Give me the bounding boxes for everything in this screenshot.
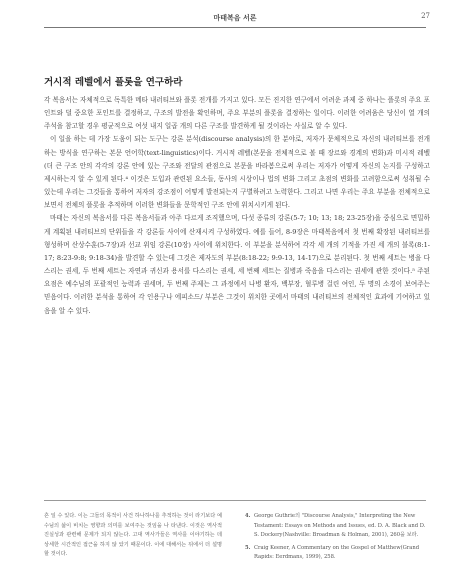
running-head-title: 마태복음 서론 [213, 13, 257, 22]
body-text [44, 94, 430, 318]
footnote [245, 512, 430, 541]
footnote-number: 4. [245, 513, 251, 519]
footnote-number: 5. [245, 544, 251, 551]
running-head [0, 0, 470, 30]
header-rule [44, 27, 426, 28]
footnote-divider [44, 500, 426, 501]
footnote-text: George Guthrie의 "Discourse Analysis," Interpreting the New Testament: Essays on Methods and Issues, ed. D. A. Black and D. S. Dockery(Nashville: Broadman & Holman, 2001), 260을 보라. [254, 513, 426, 539]
footnote-continuation: 흔 일 수 있다. 이는 그들의 목적이 사건 하나하나를 추적하는 것이 라기보다 예수님의 삶이 비치는 영향과 의미를 보여주는 것임을 나 타낸다. 이것은 역사적 진실성과 관련해 문제가 되지 않는다. 고대 역사가들은 역사를 이야기하는 데 상세한 시간적인 접근을 하지 않 았기 때문이다. 이에 대해서는 뒤에서 더 설명할 것이다. [44, 513, 222, 558]
paragraph: 각 복음서는 자체적으로 독특한 메타 내러티브와 플롯 전개를 가지고 있다. 모든 진지한 연구에서 어려운 과제 중 하나는 플롯의 주요 포인트와 덜 중요한 포인트를 결정하고, 구조의 발전을 확인하며, 주요 부분의 플롯을 결정하는 일이다. 이러한 어려움은 당신이 열 개의 주석을 참고할 경우 평균적으로 여섯 내지 일곱 개의 다른 구조를 발견하게 될 것이라는 사실로 알 수 있다. [44, 96, 430, 131]
section-heading: 거시적 레벨에서 플롯을 연구하라 [44, 76, 183, 88]
footnote [245, 544, 430, 563]
footnote-text: Craig Keener, A Commentary on the Gospel of Matthew(Grand Rapids: Eerdmans, 1999), 258. [254, 544, 420, 561]
paragraph: 마태는 자신의 복음서를 다른 복음서들과 아주 다르게 조직했으며, 다섯 종류의 강론(5-7; 10; 13; 18; 23-25장)을 중심으로 면밀하게 계획된 내러티브의 단위들을 각 강론들 사이에 산재시켜 구성하였다. 예를 들어, 8-9장은 마태복음에서 첫 번째 확장된 내러티브를 형성하며 산상수훈(5-7장)과 선교 위임 강론(10장) 사이에 위치한다. 이 부분을 분석하여 각각 세 개의 기적을 가진 세 개의 블록(8:1-17; 8:23-9:8; 9:18-34)을 발견할 수 있는데 그것은 제자도의 부분(8:18-22; 9:9-13, 14-17)으로 분리된다. 첫 번째 세트는 병을 다스리는 권세, 두 번째 세트는 자연과 귀신과 용서를 다스리는 권세, 세 번째 세트는 질병과 죽음을 다스리는 권세에 관한 것이다.⁵ 주된 요점은 예수님의 포괄적인 능력과 권세며, 두 번째 주제는 그 과정에서 나병 환자, 백부장, 혈루병 걸린 여인, 두 명의 소경이 보여주는 믿음이다. 이러한 분석을 통하여 각 인용구나 에피소드/ 부분은 그것이 위치한 곳에서 마태의 내러티브의 전체적인 효과에 기여하고 있음을 알 수 있다. [44, 214, 430, 315]
page-number: 27 [421, 12, 430, 20]
paragraph: 이 일을 하는 데 가장 도움이 되는 도구는 강론 분석(discourse analysis)의 한 분야로, 저자가 문체적으로 자신의 내러티브를 전개하는 방식을 연구하는 본문 언어학(text-linguistics)이다. 거시적 레벨(본문을 전체적으로 볼 때 장르와 경계의 변화)과 미시적 레벨(더 큰 구조 안의 각각의 강론 안에 있는 구조와 전달의 관점으로 본문을 바라봄으로써 우리는 저자가 어떻게 자신의 논지를 구성하고 제시하는지 알 수 있게 된다.⁴ 이것은 도입과 관련된 요소들, 동사의 시상이나 법의 변화 그리고 초점의 변화를 고려함으로써 성취될 수 있는데 우리는 그것들을 통하여 저자의 강조점이 어떻게 발전되는지 구별하려고 노력한다. 그리고 나면 우리는 주요 부분을 전체적으로 보면서 전체의 플롯을 추적하며 이러한 변화들을 문학적인 구조 안에 위치시키게 된다. [44, 135, 430, 210]
footnotes [245, 512, 430, 566]
